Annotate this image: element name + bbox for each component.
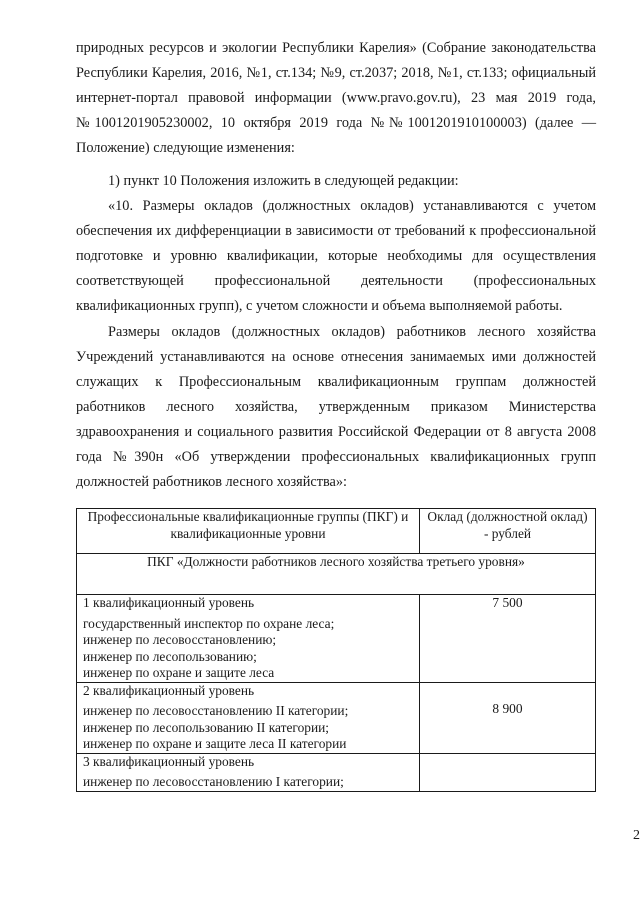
salary-value [420, 753, 596, 791]
position-item: инженер по охране и защите леса [83, 665, 275, 680]
position-item: инженер по лесопользованию II категории; [83, 719, 330, 735]
table-section-row [77, 554, 596, 595]
level-cell [77, 753, 420, 791]
level-title: 1 квалификационный уровень [83, 595, 255, 610]
position-item: инженер по лесовосстановлению; [83, 632, 277, 647]
salary-table [76, 508, 596, 792]
salary-value: 8 900 [420, 682, 596, 753]
position-item: инженер по лесовосстановлению II категории; [83, 703, 349, 718]
header-salary: Оклад (должностной оклад) - рублей [420, 509, 596, 554]
paragraph-salary-basis: Размеры окладов (должностных окладов) работников лесного хозяйства Учреждений устанавливаются на основе отнесения занимаемых ими должностей служащих к Профессиональным квалификационным группам должностей работников лесного хозяйства, утвержденным приказом Министерства здравоохранения и социального развития Российской Федерации от 8 августа 2008 года №390н «Об утверждении профессиональных квалификационных групп должностей работников лесного хозяйства»: [76, 324, 596, 490]
header-groups-levels: Профессиональные квалификационные группы (ПКГ) и квалификационные уровни [77, 509, 420, 554]
table-row [77, 595, 596, 683]
position-item: инженер по лесовосстановлению I категории; [83, 774, 344, 789]
paragraph-regulation-reference: природных ресурсов и экологии Республики Карелия» (Собрание законодательства Республики Карелия, 2016, №1, ст.134; №9, ст.2037; 2018, №1, ст.133; официальный интернет-портал правовой информации (www.pravo.gov.ru), 23 мая 2019 года, №1001201905230002, 10 октября 2019 года №№1001201910100003) (далее — Положение) следующие изменения: [76, 40, 596, 156]
level-cell [77, 682, 420, 753]
section-title: ПКГ «Должности работников лесного хозяйства третьего уровня» [77, 554, 596, 595]
position-item: государственный инспектор по охране леса; [83, 615, 335, 631]
page-number: 2 [633, 828, 640, 843]
level-cell [77, 595, 420, 683]
position-item: инженер по охране и защите леса II категории [83, 736, 347, 751]
table-row [77, 682, 596, 753]
level-title: 3 квалификационный уровень [83, 753, 255, 769]
salary-value: 7 500 [420, 595, 596, 683]
paragraph-clause-10: «10. Размеры окладов (должностных окладов) устанавливаются с учетом обеспечения их дифференциации в зависимости от требований к профессиональной подготовке и уровню квалификации, которые необходимы для осуществления соответствующей профессиональной деятельности (профессиональных квалификационных групп), с учетом сложности и объема выполняемой работы. [76, 198, 596, 314]
table-row [77, 753, 596, 791]
table-header-row [77, 509, 596, 554]
paragraph-item-1: 1) пункт 10 Положения изложить в следующей редакции: [108, 173, 459, 189]
level-title: 2 квалификационный уровень [83, 682, 255, 698]
position-item: инженер по лесопользованию; [83, 648, 257, 664]
